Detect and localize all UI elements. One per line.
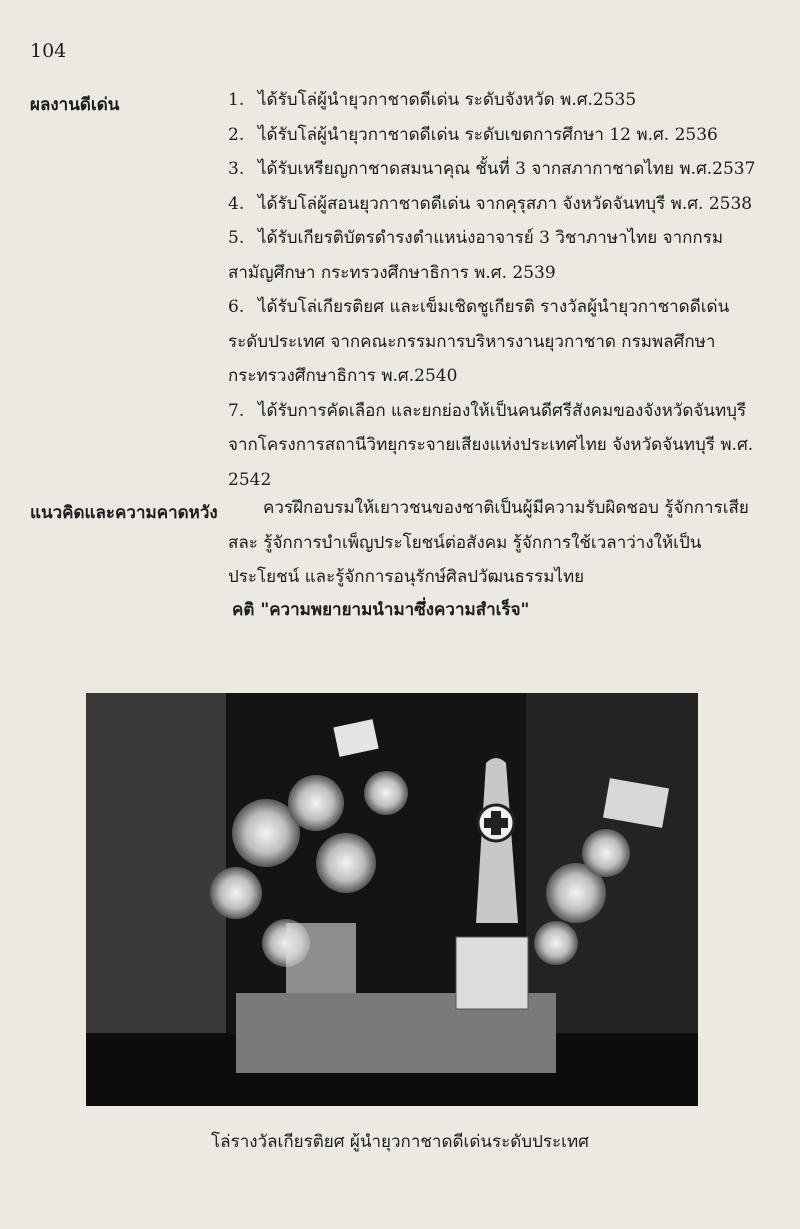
philosophy-label: แนวคิดและความคาดหวัง (30, 503, 218, 523)
award-photo-image (86, 693, 698, 1106)
achievement-item: 1. ได้รับโล่ผู้นำยุวกาชาดดีเด่น ระดับจังหวัด พ.ศ.2535 (228, 90, 637, 110)
achievement-item: 6. ได้รับโล่เกียรติยศ และเข็มเชิดชูเกียรติ รางวัลผู้นำยุวกาชาดดีเด่นระดับประเทศ จากคณะกรรมการบริหารงานยุวกาชาด กรมพลศึกษา กระทรวงศึกษาธิการ พ.ศ.2540 (228, 297, 730, 386)
photo-caption: โล่รางวัลเกียรติยศ ผู้นำยุวกาชาดดีเด่นระดับประเทศ (211, 1132, 589, 1152)
achievement-item: 4. ได้รับโล่ผู้สอนยุวกาชาดดีเด่น จากคุรุสภา จังหวัดจันทบุรี พ.ศ. 2538 (228, 193, 753, 214)
page-number: 104 (30, 40, 67, 62)
achievements-list (228, 83, 758, 497)
award-photo (86, 693, 698, 1106)
philosophy-text: ควรฝึกอบรมให้เยาวชนของชาติเป็นผู้มีความรับผิดชอบ รู้จักการเสียสละ รู้จักการบำเพ็ญประโยชน์ต่อสังคม รู้จักการใช้เวลาว่างให้เป็นประโยชน์ และรู้จักการอนุรักษ์ศิลปวัฒนธรรมไทย (228, 498, 749, 587)
achievement-item: 7. ได้รับการคัดเลือก และยกย่องให้เป็นคนดีศรีสังคมของจังหวัดจันทบุรี จากโครงการสถานีวิทยุกระจายเสียงแห่งประเทศไทย จังหวัดจันทบุรี พ.ศ. 2542 (228, 400, 754, 490)
motto: คติ "ความพยายามนำมาซึ่งความสำเร็จ" (232, 600, 530, 620)
achievement-item: 2. ได้รับโล่ผู้นำยุวกาชาดดีเด่น ระดับเขตการศึกษา 12 พ.ศ. 2536 (228, 124, 718, 145)
achievements-label: ผลงานดีเด่น (30, 95, 120, 115)
achievement-item: 3. ได้รับเหรียญกาชาดสมนาคุณ ชั้นที่ 3 จากสภากาชาดไทย พ.ศ.2537 (228, 159, 756, 179)
achievement-item: 5. ได้รับเกียรติบัตรดำรงตำแหน่งอาจารย์ 3 วิชาภาษาไทย จากกรมสามัญศึกษา กระทรวงศึกษาธิการ พ.ศ. 2539 (228, 228, 724, 283)
